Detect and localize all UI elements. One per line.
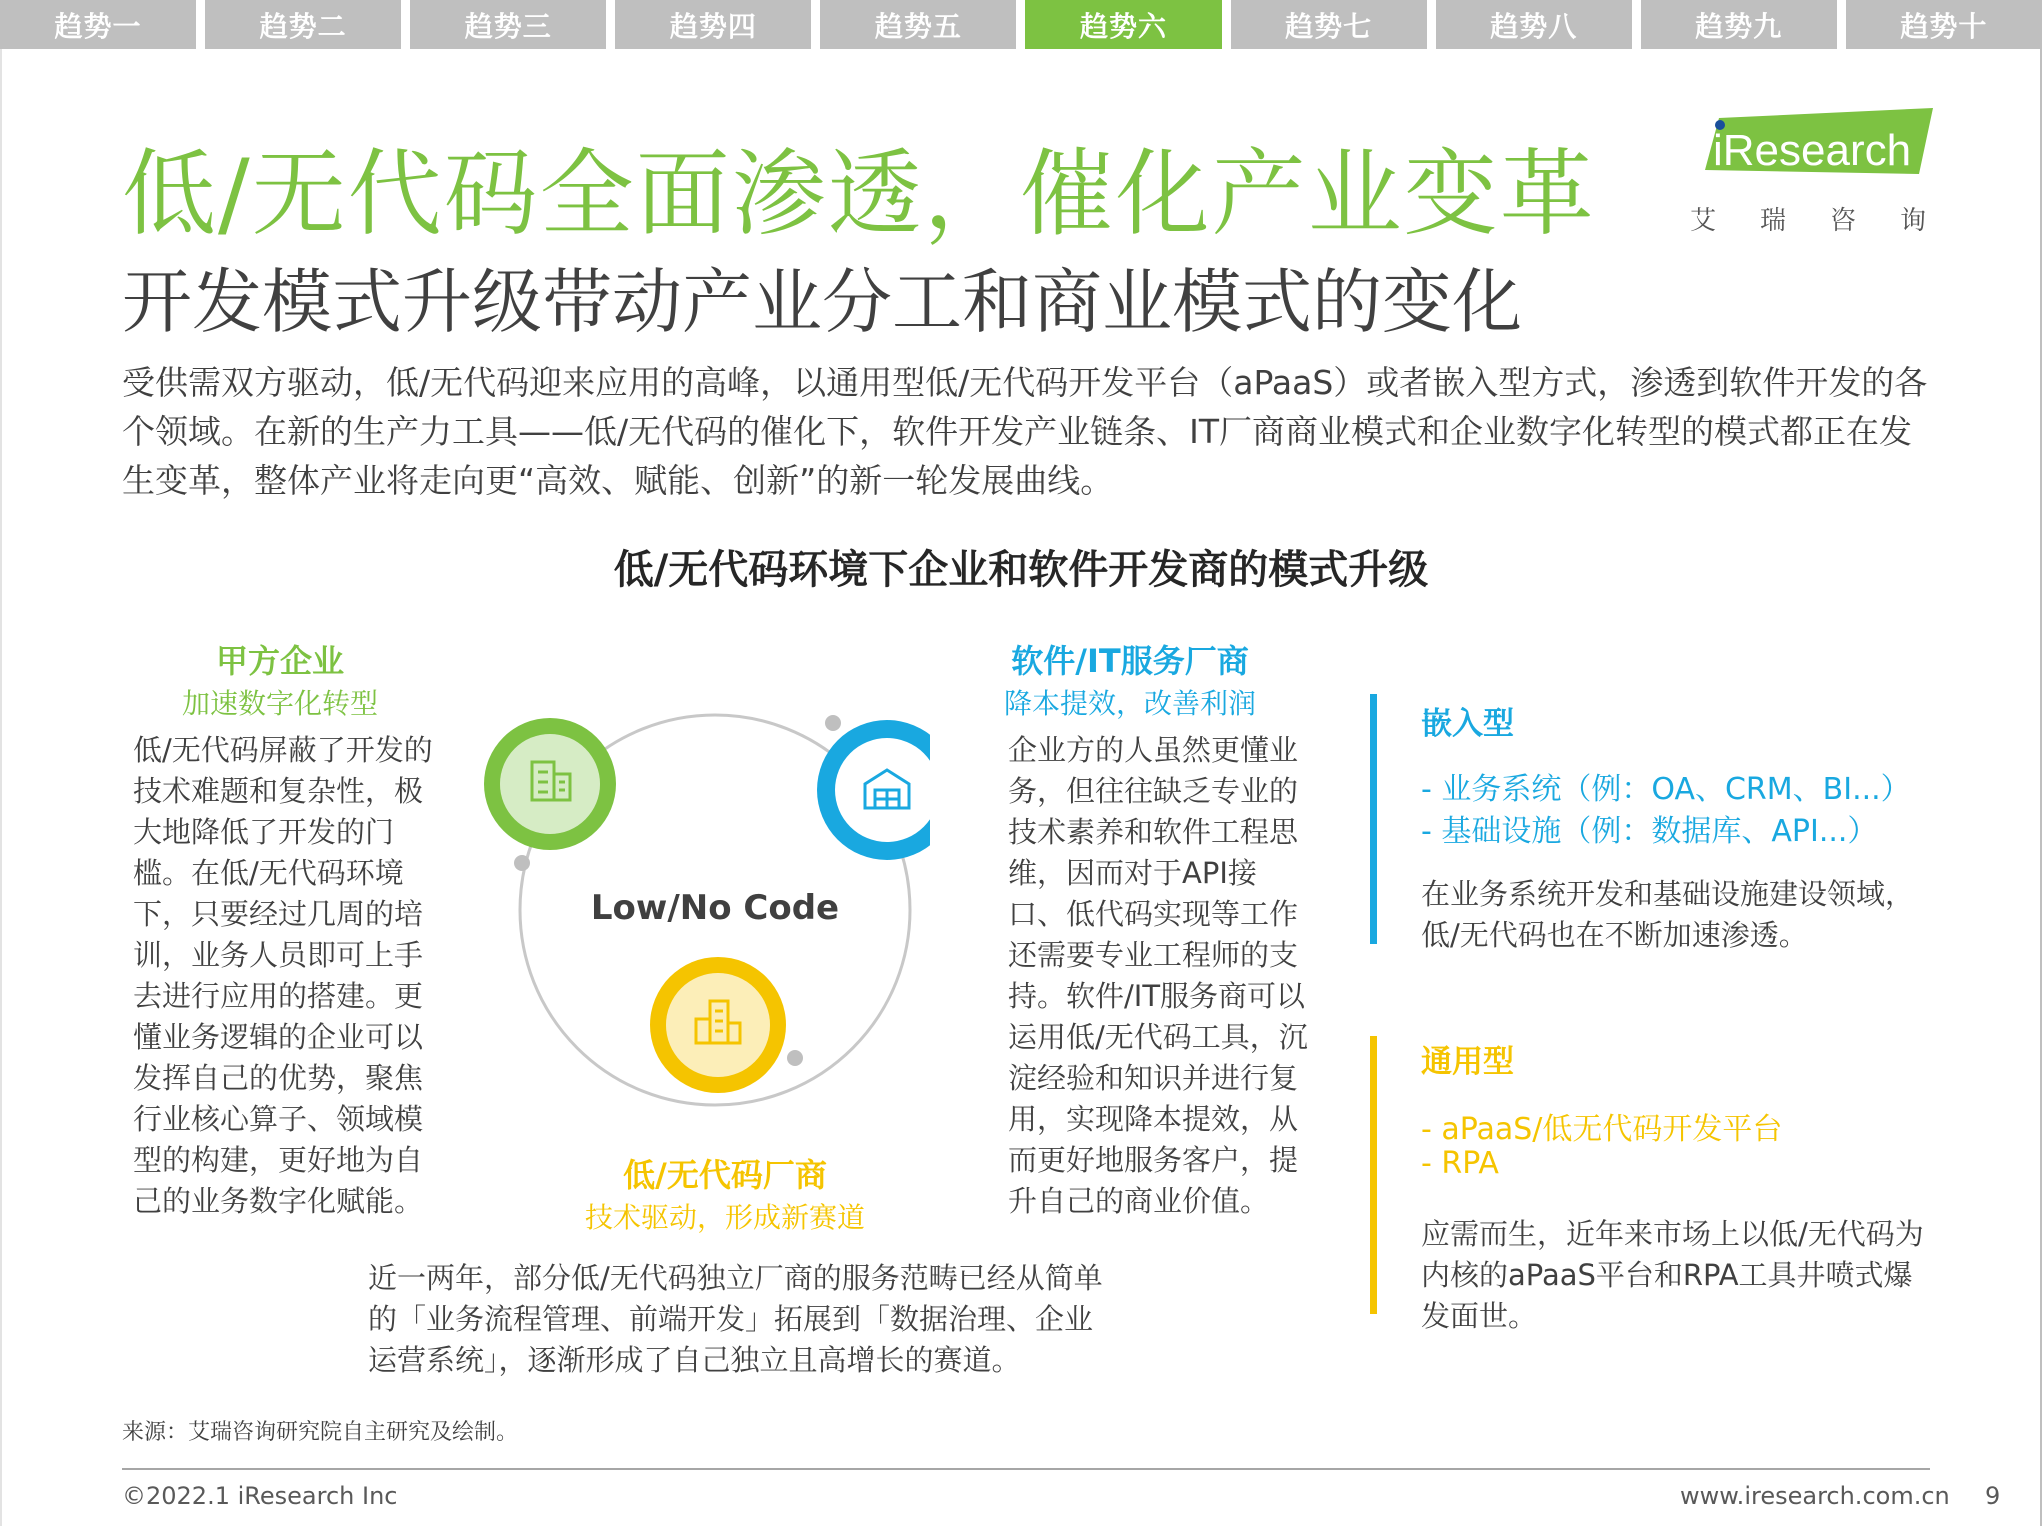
- lowcode-vendor-title: 低/无代码厂商: [623, 1156, 827, 1194]
- logo-chinese-name: 艾瑞咨询: [1690, 206, 1971, 236]
- general-accent-bar: [1370, 1036, 1377, 1314]
- embedded-text: 在业务系统开发和基础设施建设领域，低/无代码也在不断加速渗透。: [1421, 877, 1915, 952]
- copyright: ©2022.1 iResearch Inc: [122, 1482, 398, 1510]
- logo-green-banner: [1705, 108, 1933, 174]
- tab-trend-5[interactable]: 趋势五: [820, 0, 1016, 49]
- party-a-body: 低/无代码屏蔽了开发的技术难题和复杂性，极大地降低了开发的门槛。在低/无代码环境下，只要经过几周的培训，业务人员即可上手去进行应用的搭建。更懂业务逻辑的企业可以发挥自己的优势，聚焦行业核心算子、领域模型的构建，更好地为自己的业务数字化赋能。: [133, 733, 433, 1218]
- general-item: - RPA: [1421, 1146, 1499, 1181]
- tab-trend-8[interactable]: 趋势八: [1436, 0, 1632, 49]
- tab-trend-3[interactable]: 趋势三: [410, 0, 606, 49]
- tab-trend-4[interactable]: 趋势四: [615, 0, 811, 49]
- logo-brand-prefix: i: [1713, 126, 1723, 175]
- intro-paragraph: 受供需双方驱动，低/无代码迎来应用的高峰，以通用型低/无代码开发平台（aPaaS）或者嵌入型方式，渗透到软件开发的各个领域。在新的生产力工具——低/无代码的催化下，软件开发产业链条、IT厂商商业模式和企业数字化转型的模式都正在发生变革，整体产业将走向更“高效、赋能、创新”的新一轮发展曲线。: [122, 363, 1928, 500]
- iresearch-logo: [1685, 108, 1971, 238]
- embedded-item: - 基础设施（例：数据库、API...）: [1421, 814, 1878, 849]
- tab-trend-7[interactable]: 趋势七: [1231, 0, 1427, 49]
- embedded-title: 嵌入型: [1421, 706, 1514, 742]
- lowcode-vendor-subtitle: 技术驱动，形成新赛道: [584, 1201, 865, 1234]
- vendor-node: [817, 720, 930, 860]
- vendor-body: 企业方的人虽然更懂业务，但往往缺乏专业的技术素养和软件工程思维，因而对于API接口、低代码实现等工作还需要专业工程师的支持。软件/IT服务商可以运用低/无代码工具，沉淀经验和知识并进行复用，实现降本提效，从而更好地服务客户，提升自己的商业价值。: [1008, 733, 1308, 1218]
- lowcode-vendor-body: 近一两年，部分低/无代码独立厂商的服务范畴已经从简单的「业务流程管理、前端开发」拓展到「数据治理、企业运营系统」，逐渐形成了自己独立且高增长的赛道。: [368, 1261, 1103, 1377]
- cycle-node-dot-bottom: [787, 1050, 803, 1066]
- vendor-subtitle: 降本提效，改善利润: [1003, 687, 1256, 720]
- cycle-node-dot-top: [825, 715, 841, 731]
- vendor-title: 软件/IT服务厂商: [1011, 642, 1249, 680]
- lowcode-vendor-node: [650, 957, 786, 1093]
- cycle-center-label: Low/No Code: [590, 888, 840, 928]
- source-note: 来源：艾瑞咨询研究院自主研究及绘制。: [122, 1420, 519, 1445]
- trend-tab-bar: [0, 0, 2042, 49]
- tab-trend-6[interactable]: 趋势六: [1025, 0, 1221, 49]
- party-a-title: 甲方企业: [215, 642, 344, 680]
- party-a-subtitle: 加速数字化转型: [181, 687, 378, 720]
- diagram-title: 低/无代码环境下企业和软件开发商的模式升级: [613, 547, 1429, 593]
- page-number: 9: [1985, 1482, 2001, 1510]
- tab-trend-10[interactable]: 趋势十: [1846, 0, 2042, 49]
- general-title: 通用型: [1421, 1044, 1514, 1080]
- tab-trend-9[interactable]: 趋势九: [1641, 0, 1837, 49]
- party-a-node: [484, 718, 616, 850]
- general-item: - aPaaS/低无代码开发平台: [1421, 1112, 1783, 1147]
- general-text: 应需而生，近年来市场上以低/无代码为内核的aPaaS平台和RPA工具井喷式爆发面世。: [1421, 1217, 1924, 1333]
- logo-brand: Research: [1722, 126, 1912, 175]
- tab-trend-2[interactable]: 趋势二: [205, 0, 401, 49]
- embedded-accent-bar: [1370, 694, 1377, 944]
- page-subtitle: 开发模式升级带动产业分工和商业模式的变化: [122, 261, 1522, 343]
- embedded-item: - 业务系统（例：OA、CRM、BI...）: [1421, 772, 1911, 807]
- footer-divider: [122, 1468, 1930, 1470]
- tab-trend-1[interactable]: 趋势一: [0, 0, 196, 49]
- website-link[interactable]: www.iresearch.com.cn: [1680, 1482, 1950, 1510]
- page-title: 低/无代码全面渗透，催化产业变革: [122, 140, 1596, 249]
- cycle-node-dot-left: [514, 855, 530, 871]
- page-left-border: [0, 49, 2, 1526]
